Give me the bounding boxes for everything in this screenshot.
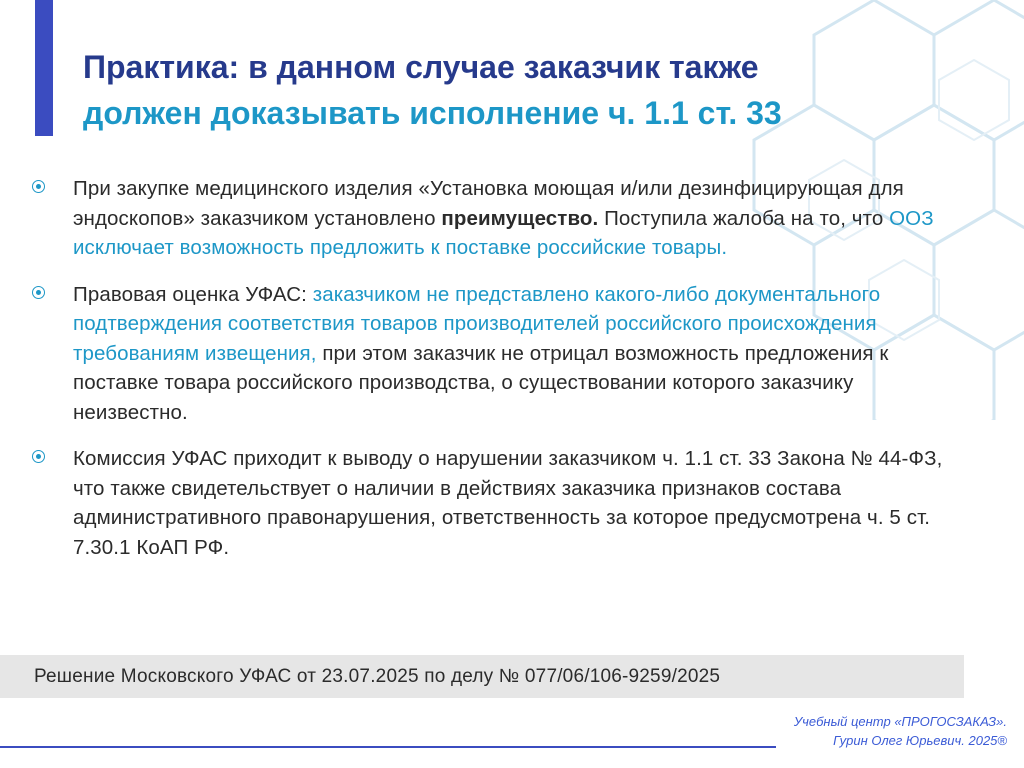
bullet-text-segment: ООЗ исключает возможность предложить к поставке российские товары. (73, 206, 934, 259)
title-accent-bar (35, 0, 53, 136)
bullet-text-segment: Комиссия УФАС приходит к выводу о нарушении заказчиком ч. 1.1 ст. 33 Закона № 44-ФЗ, что также свидетельствует о наличии в действиях заказчика признаков состава административного правонарушения, ответственность за которое предусмотрена ч. 5 ст. 7.30.1 КоАП РФ. (73, 447, 943, 559)
bullet-text (73, 280, 950, 428)
bullet-item (30, 280, 950, 428)
slide-title (83, 44, 983, 136)
decision-banner (0, 655, 964, 698)
footer-rule (0, 746, 776, 748)
footer-credits (794, 712, 1007, 750)
bullet-text-segment: при этом заказчик не отрицал возможность предложения к поставке товара российского производства, о существовании которого заказчику неизвестно. (73, 341, 889, 424)
bullet-item (30, 174, 950, 263)
circled-dot-icon (32, 286, 45, 299)
footer-line-2: Гурин Олег Юрьевич. 2025® (833, 733, 1007, 748)
bullet-text-segment: преимущество. (441, 206, 599, 230)
bullet-text-segment: заказчиком не представлено какого-либо документального подтверждения соответствия товаров производителей российского происхождения требованиям извещения, (73, 282, 881, 365)
bullet-text (73, 174, 950, 263)
bullet-text-segment: Правовая оценка УФАС: (73, 282, 313, 306)
bullet-text-segment: Поступила жалоба на то, что (598, 206, 890, 230)
circled-dot-icon (32, 450, 45, 463)
decision-reference: Решение Московского УФАС от 23.07.2025 по делу № 077/06/106-9259/2025 (34, 666, 721, 687)
footer-line-1: Учебный центр «ПРОГОСЗАКАЗ». (793, 714, 1007, 729)
bullet-list (30, 174, 950, 579)
bullet-text-segment: При закупке медицинского изделия «Установка моющая и/или дезинфицирующая для эндоскопов» заказчиком установлено (73, 177, 904, 230)
title-line-2: должен доказывать исполнение ч. 1.1 ст. 33 (83, 95, 782, 131)
circled-dot-icon (32, 180, 45, 193)
title-line-1: Практика: в данном случае заказчик также (83, 49, 759, 85)
bullet-item (30, 444, 950, 562)
bullet-text (73, 444, 950, 562)
